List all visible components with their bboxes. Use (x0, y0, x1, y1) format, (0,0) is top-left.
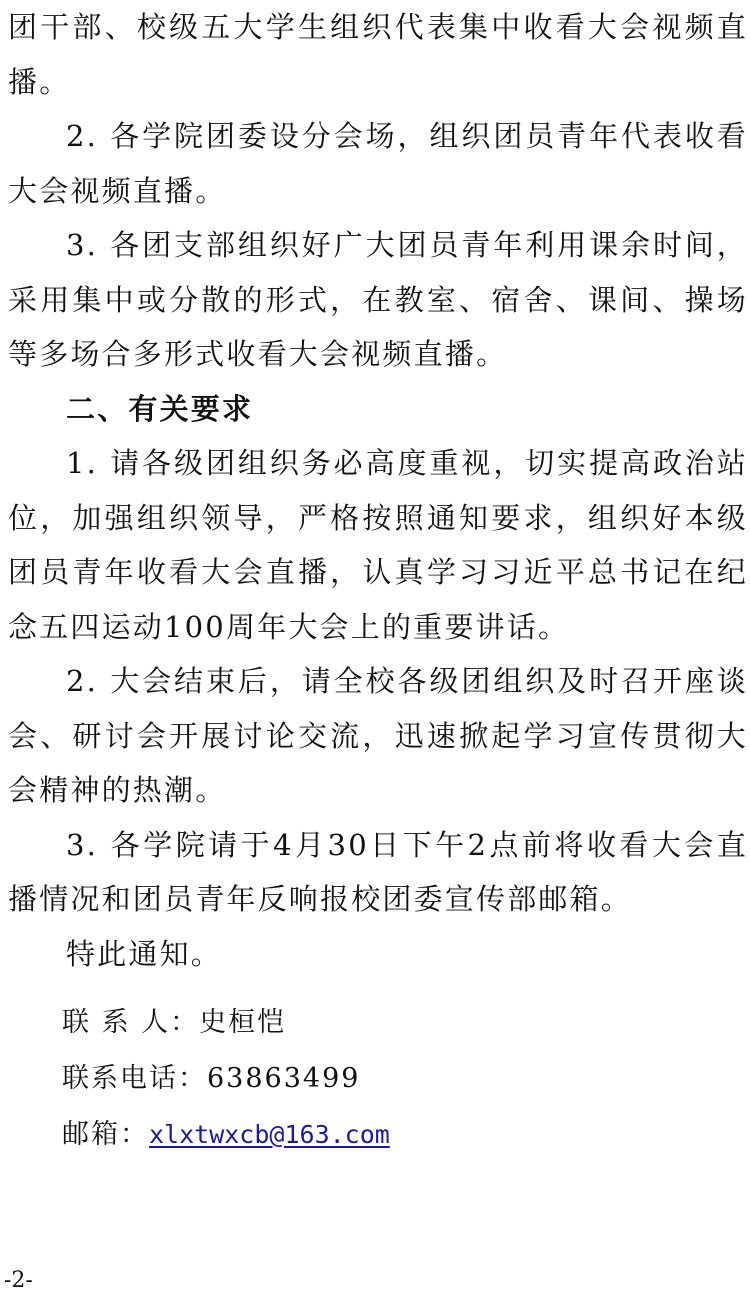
paragraph-requirement-2: 2. 大会结束后，请全校各级团组织及时召开座谈会、研讨会开展讨论交流，迅速掀起学习宣传贯彻大会精神的热潮。 (8, 664, 748, 807)
paragraph-continuation: 团干部、校级五大学生组织代表集中收看大会视频直播。 (8, 10, 748, 99)
contact-phone-line (62, 1056, 662, 1095)
contact-email-link[interactable]: xlxtwxcb@163.com (149, 1120, 390, 1149)
section-heading-requirements: 二、有关要求 (66, 391, 254, 426)
contact-phone-value: 63863499 (207, 1063, 361, 1094)
contact-person-label: 联 系 人： (62, 1007, 200, 1038)
contact-person-value: 史桓恺 (199, 1007, 287, 1038)
closing-notice: 特此通知。 (66, 936, 223, 971)
paragraph-requirement-1: 1. 请各级团组织务必高度重视，切实提高政治站位，加强组织领导，严格按照通知要求，组织好本级团员青年收看大会直播，认真学习习近平总书记在纪念五四运动100周年大会上的重要讲话。 (8, 446, 748, 644)
paragraph-requirement-3: 3. 各学院请于4月30日下午2点前将收看大会直播情况和团员青年反响报校团委宣传部邮箱。 (8, 827, 748, 916)
contact-person-line (62, 1000, 662, 1039)
paragraph-item-3-youth-viewing: 3. 各团支部组织好广大团员青年利用课余时间，采用集中或分散的形式，在教室、宿舍、课间、操场等多场合多形式收看大会视频直播。 (8, 228, 748, 371)
contact-phone-label: 联系电话： (62, 1063, 207, 1094)
document-body (8, 0, 748, 981)
contact-email-label: 邮箱： (62, 1119, 149, 1150)
paragraph-item-2-branch-venues: 2. 各学院团委设分会场，组织团员青年代表收看大会视频直播。 (8, 119, 748, 208)
page-number: -2- (4, 1268, 33, 1293)
contact-email-line (62, 1112, 662, 1151)
